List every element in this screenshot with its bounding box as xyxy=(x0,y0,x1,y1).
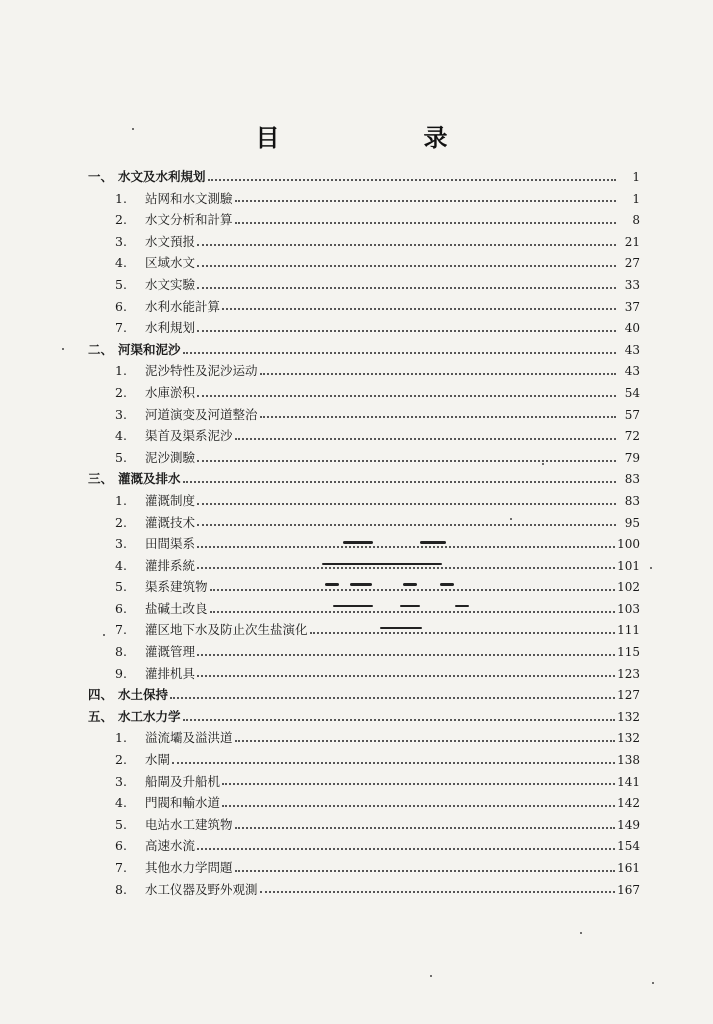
toc-page-number: 95 xyxy=(624,515,640,530)
toc-entry-number: 1. xyxy=(115,492,127,508)
toc-item-row xyxy=(88,857,640,879)
toc-item-row xyxy=(88,209,640,231)
toc-page-number: 154 xyxy=(617,839,640,854)
toc-page-number: 40 xyxy=(624,321,640,336)
toc-entry-label: 泥沙特性及泥沙运动 xyxy=(145,363,258,379)
toc-entry-label: 河渠和泥沙 xyxy=(118,341,181,357)
toc-page-number: 161 xyxy=(617,861,640,875)
toc-entry-label: 水庫淤积 xyxy=(145,384,196,400)
toc-page-number: 37 xyxy=(624,299,640,314)
toc-entry-number: 1. xyxy=(115,363,127,379)
toc-entry-number: 二、 xyxy=(88,341,114,357)
toc-page-number: 43 xyxy=(624,342,640,357)
speck xyxy=(103,634,105,636)
speck xyxy=(542,463,544,465)
toc-entry-number: 4. xyxy=(115,795,127,811)
toc-item-row xyxy=(88,598,640,620)
dot-leader xyxy=(197,495,616,505)
toc-entry-label: 田間渠系 xyxy=(145,536,196,552)
toc-page-number: 21 xyxy=(624,234,640,249)
toc-item-row xyxy=(88,231,640,253)
toc-entry-label: 灌溉技术 xyxy=(145,514,196,530)
toc-page-number: 115 xyxy=(617,645,640,660)
toc-entry-label: 門閥和輸水道 xyxy=(145,795,221,811)
toc-item-row xyxy=(88,727,640,749)
toc-entry-number: 5. xyxy=(115,276,127,292)
dot-leader xyxy=(310,624,616,634)
toc-page-number: 27 xyxy=(624,256,640,271)
toc-entry-label: 水利水能計算 xyxy=(145,298,221,314)
toc-entry-label: 水工水力学 xyxy=(118,708,181,724)
dot-leader xyxy=(235,214,616,224)
toc-entry-number: 6. xyxy=(115,298,127,314)
toc-entry-label: 水文分析和計算 xyxy=(145,212,233,228)
toc-entry-number: 3. xyxy=(115,406,127,422)
toc-entry-number: 9. xyxy=(115,665,127,681)
toc-item-row xyxy=(88,317,640,339)
toc-entry-label: 区域水文 xyxy=(145,255,196,271)
toc-entry-label: 水利規划 xyxy=(145,320,196,336)
ink-smudge xyxy=(403,583,417,586)
toc-entry-number: 4. xyxy=(115,255,127,271)
toc-page-number: 100 xyxy=(617,537,640,552)
toc-entry-number: 8. xyxy=(115,881,127,897)
toc-entry-label: 溢流壩及溢洪道 xyxy=(145,730,233,746)
toc-entry-number: 6. xyxy=(115,600,127,616)
toc-item-row xyxy=(88,663,640,685)
dot-leader xyxy=(197,257,616,267)
dot-leader xyxy=(197,236,616,246)
toc-entry-number: 8. xyxy=(115,644,127,660)
toc-entry-label: 盐碱土改良 xyxy=(145,600,208,616)
toc-item-row xyxy=(88,771,640,793)
toc-entry-number: 3. xyxy=(115,233,127,249)
toc-entry-label: 水閘 xyxy=(145,752,171,768)
ink-smudge xyxy=(343,541,373,544)
toc-item-row xyxy=(88,382,640,404)
toc-item-row xyxy=(88,425,640,447)
dot-leader xyxy=(197,322,616,332)
dot-leader xyxy=(260,365,616,375)
toc-entry-number: 7. xyxy=(115,622,127,638)
toc-page-number: 102 xyxy=(617,580,640,595)
speck xyxy=(652,982,654,984)
table-of-contents xyxy=(88,166,640,900)
dot-leader xyxy=(235,192,616,202)
toc-page-number: 72 xyxy=(624,429,640,444)
toc-page-number: 101 xyxy=(617,558,640,573)
toc-entry-number: 五、 xyxy=(88,708,114,724)
toc-item-row xyxy=(88,447,640,469)
toc-page-number: 1 xyxy=(632,170,640,184)
dot-leader xyxy=(197,840,615,850)
toc-section-row xyxy=(88,684,640,706)
toc-entry-label: 泥沙測驗 xyxy=(145,449,196,465)
toc-section-row xyxy=(88,706,640,728)
toc-entry-label: 高速水流 xyxy=(145,838,196,854)
toc-page-number: 142 xyxy=(617,796,640,811)
toc-entry-number: 3. xyxy=(115,773,127,789)
toc-entry-number: 6. xyxy=(115,838,127,854)
toc-entry-number: 2. xyxy=(115,384,127,400)
dot-leader xyxy=(183,473,616,483)
dot-leader xyxy=(197,279,616,289)
speck xyxy=(650,567,652,569)
toc-page-number: 83 xyxy=(624,472,640,487)
toc-entry-label: 站网和水文測驗 xyxy=(145,190,233,206)
speck xyxy=(580,932,582,934)
ink-smudge xyxy=(400,605,420,607)
toc-entry-number: 三、 xyxy=(88,471,114,487)
toc-item-row xyxy=(88,296,640,318)
toc-entry-label: 水文实驗 xyxy=(145,276,196,292)
toc-entry-number: 3. xyxy=(115,536,127,552)
dot-leader xyxy=(197,538,615,548)
toc-page-number: 111 xyxy=(617,623,640,638)
toc-page-number: 83 xyxy=(624,493,640,508)
toc-item-row xyxy=(88,188,640,210)
toc-item-row xyxy=(88,835,640,857)
toc-entry-label: 灌区地下水及防止次生盐演化 xyxy=(145,622,308,638)
toc-page-number: 103 xyxy=(617,601,640,616)
dot-leader xyxy=(260,408,616,418)
toc-item-row xyxy=(88,814,640,836)
toc-item-row xyxy=(88,619,640,641)
toc-entry-number: 7. xyxy=(115,320,127,336)
toc-page-number: 33 xyxy=(624,277,640,292)
dot-leader xyxy=(222,775,615,785)
toc-entry-label: 水文預报 xyxy=(145,233,196,249)
toc-entry-number: 4. xyxy=(115,557,127,573)
dot-leader xyxy=(197,646,615,656)
toc-page-number: 79 xyxy=(624,450,640,465)
toc-section-row xyxy=(88,166,640,188)
toc-entry-label: 灌溉制度 xyxy=(145,492,196,508)
toc-entry-number: 2. xyxy=(115,212,127,228)
toc-entry-number: 四、 xyxy=(88,687,114,703)
dot-leader xyxy=(183,344,616,354)
toc-entry-label: 河道演变及河道整治 xyxy=(145,406,258,422)
toc-entry-number: 5. xyxy=(115,579,127,595)
ink-smudge xyxy=(420,541,446,544)
dot-leader xyxy=(197,516,616,526)
dot-leader xyxy=(197,667,615,677)
toc-entry-label: 灌溉及排水 xyxy=(118,471,181,487)
dot-leader xyxy=(170,689,615,699)
toc-item-row xyxy=(88,490,640,512)
toc-item-row xyxy=(88,360,640,382)
toc-page-number: 1 xyxy=(632,191,640,206)
dot-leader xyxy=(197,452,616,462)
toc-item-row xyxy=(88,512,640,534)
toc-page-number: 138 xyxy=(617,753,640,768)
toc-entry-number: 1. xyxy=(115,190,127,206)
toc-item-row xyxy=(88,749,640,771)
dot-leader xyxy=(260,883,616,893)
ink-smudge xyxy=(333,605,373,607)
speck xyxy=(132,128,134,130)
toc-page-number: 132 xyxy=(617,731,640,746)
toc-entry-label: 水土保持 xyxy=(118,687,169,703)
toc-entry-label: 船閘及升船机 xyxy=(145,773,221,789)
toc-item-row xyxy=(88,404,640,426)
dot-leader xyxy=(235,819,616,829)
dot-leader xyxy=(183,711,616,721)
toc-page-number: 127 xyxy=(617,688,640,703)
toc-entry-number: 5. xyxy=(115,449,127,465)
toc-item-row xyxy=(88,252,640,274)
toc-page-number: 54 xyxy=(624,385,640,400)
toc-entry-label: 电站水工建筑物 xyxy=(145,816,233,832)
toc-section-row xyxy=(88,468,640,490)
ink-smudge xyxy=(322,563,442,565)
speck xyxy=(430,975,432,977)
toc-item-row xyxy=(88,555,640,577)
toc-entry-label: 水工仪器及野外观測 xyxy=(145,881,258,897)
toc-page-number: 8 xyxy=(632,213,640,228)
toc-page-number: 57 xyxy=(624,407,640,422)
toc-entry-number: 7. xyxy=(115,860,127,875)
dot-leader xyxy=(222,797,615,807)
toc-page-number: 123 xyxy=(617,666,640,681)
toc-entry-label: 其他水力学問題 xyxy=(145,860,233,875)
toc-entry-number: 5. xyxy=(115,816,127,832)
ink-smudge xyxy=(325,583,339,586)
ink-smudge xyxy=(380,627,422,629)
toc-entry-number: 一、 xyxy=(88,169,114,184)
toc-entry-number: 2. xyxy=(115,514,127,530)
dot-leader xyxy=(235,430,616,440)
toc-entry-label: 渠首及渠系泥沙 xyxy=(145,428,233,444)
speck xyxy=(62,348,64,350)
toc-page-number: 167 xyxy=(617,882,640,897)
toc-item-row xyxy=(88,641,640,663)
toc-entry-number: 4. xyxy=(115,428,127,444)
dot-leader xyxy=(222,300,616,310)
ink-smudge xyxy=(455,605,469,607)
toc-section-row xyxy=(88,339,640,361)
dot-leader xyxy=(172,754,615,764)
ink-smudge xyxy=(350,583,372,586)
toc-page-number: 141 xyxy=(617,774,640,789)
toc-entry-label: 渠系建筑物 xyxy=(145,579,208,595)
toc-item-row xyxy=(88,274,640,296)
toc-item-row xyxy=(88,792,640,814)
toc-page-number: 132 xyxy=(617,709,640,724)
dot-leader xyxy=(235,732,616,742)
dot-leader xyxy=(208,171,616,181)
toc-item-row xyxy=(88,879,640,901)
ink-smudge xyxy=(440,583,454,586)
toc-entry-label: 水文及水利規划 xyxy=(118,169,206,184)
dot-leader xyxy=(235,862,616,872)
page-title: 目 录 xyxy=(255,124,508,152)
toc-page-number: 43 xyxy=(624,364,640,379)
toc-entry-label: 灌排机具 xyxy=(145,665,196,681)
dot-leader xyxy=(197,387,616,397)
toc-page-number: 149 xyxy=(617,817,640,832)
speck xyxy=(510,518,512,520)
toc-entry-label: 灌排系統 xyxy=(145,557,196,573)
toc-entry-number: 1. xyxy=(115,730,127,746)
toc-entry-label: 灌溉管理 xyxy=(145,644,196,660)
toc-entry-number: 2. xyxy=(115,752,127,768)
toc-item-row xyxy=(88,576,640,598)
